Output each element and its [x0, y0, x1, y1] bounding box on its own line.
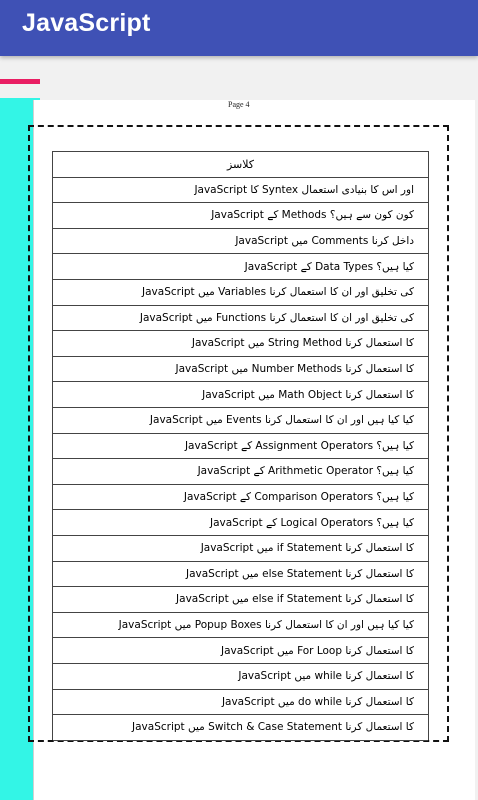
table-row-text: JavaScript میں Number Methods کا استعمال کرنا [175, 363, 414, 376]
accent-strip [0, 79, 40, 84]
table-row [53, 510, 428, 536]
table-row-text: JavaScript کے Methods کون کون سے ہیں؟ [211, 209, 414, 222]
table-row [53, 254, 428, 280]
page-number: Page 4 [228, 100, 250, 109]
table-row [53, 613, 428, 639]
table-row [53, 690, 428, 716]
table-row-text: JavaScript کے Data Types کیا ہیں؟ [244, 260, 414, 273]
table-row-text: JavaScript میں Functions کی تخلیق اور ان کا استعمال کرنا [139, 311, 414, 324]
table-row-text: JavaScript کے Assignment Operators کیا ہیں؟ [184, 439, 414, 452]
table-row [53, 306, 428, 332]
table-row [53, 664, 428, 690]
table-row [53, 434, 428, 460]
table-row-text: JavaScript کے Comparison Operators کیا ہیں؟ [183, 491, 414, 504]
table-row-text: JavaScript میں String Method کا استعمال کرنا [191, 337, 414, 350]
table-row [53, 485, 428, 511]
table-row-text: JavaScript میں Comments داخل کرنا [235, 235, 414, 248]
table-row-text: JavaScript میں Events کیا کیا ہیں اور ان کا استعمال کرنا [149, 414, 414, 427]
table-row-text: JavaScript میں if Statement کا استعمال کرنا [200, 542, 414, 555]
app-title: JavaScript [22, 9, 151, 37]
table-row [53, 587, 428, 613]
table-row-text: JavaScript میں Math Object کا استعمال کرنا [202, 388, 414, 401]
table-row [53, 331, 428, 357]
table-row [53, 638, 428, 664]
table-header-label: کلاسز [226, 157, 255, 171]
table-row [53, 715, 428, 741]
table-row [53, 280, 428, 306]
table-row [53, 562, 428, 588]
table-row-text: JavaScript کے Arithmetic Operator کیا ہیں؟ [197, 465, 414, 478]
table-row [53, 178, 428, 204]
table-row [53, 408, 428, 434]
table-row [53, 536, 428, 562]
contents-table [52, 151, 429, 740]
table-header [53, 152, 428, 178]
table-row-text: JavaScript میں else Statement کا استعمال کرنا [186, 567, 414, 580]
table-row-text: JavaScript میں Variables کی تخلیق اور ان کا استعمال کرنا [142, 286, 414, 299]
table-row [53, 459, 428, 485]
table-row-text: JavaScript میں Popup Boxes کیا کیا ہیں اور ان کا استعمال کرنا [118, 619, 414, 632]
table-row-text: JavaScript کا Syntex اور اس کا بنیادی استعمال [194, 183, 414, 196]
table-row-text: JavaScript میں For Loop کا استعمال کرنا [220, 644, 414, 657]
table-row-text: JavaScript میں else if Statement کا استعمال کرنا [176, 593, 414, 606]
table-row [53, 382, 428, 408]
table-row-text: JavaScript میں while کا استعمال کرنا [238, 670, 414, 683]
table-row-text: JavaScript کے Logical Operators کیا ہیں؟ [209, 516, 414, 529]
table-row-text: JavaScript میں do while کا استعمال کرنا [221, 695, 414, 708]
table-row-text: JavaScript میں Switch & Case Statement کا استعمال کرنا [132, 721, 414, 734]
table-row [53, 229, 428, 255]
app-bar [0, 0, 478, 56]
table-row [53, 203, 428, 229]
table-row [53, 357, 428, 383]
